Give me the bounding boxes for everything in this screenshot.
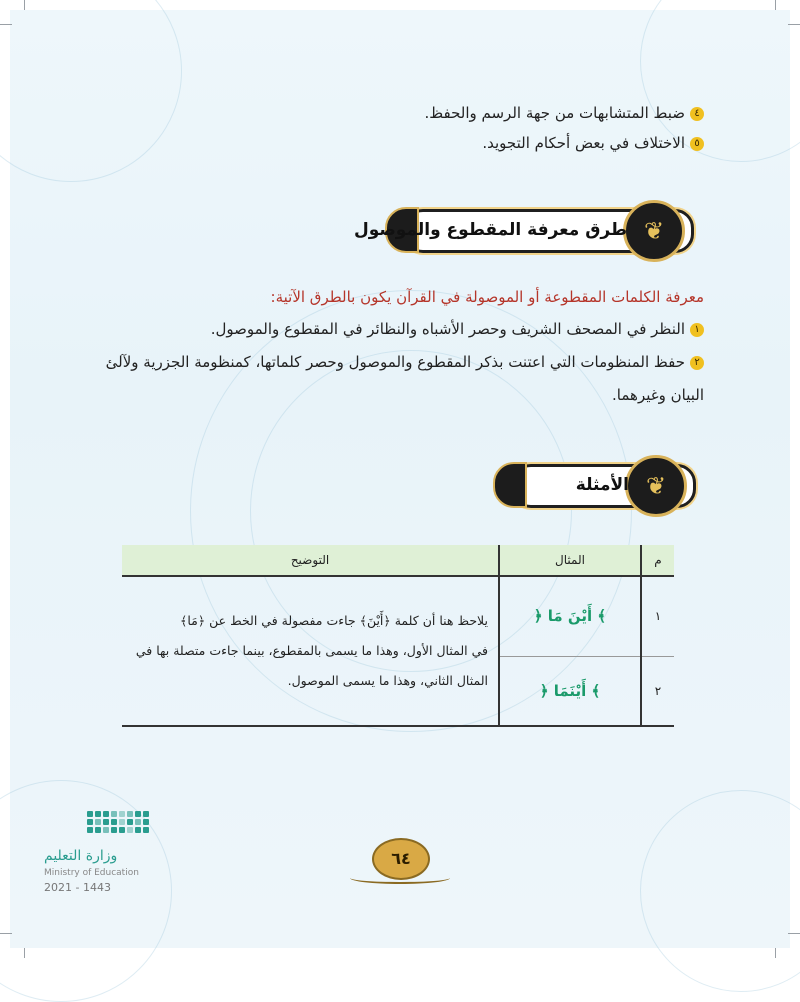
- table-row: [122, 576, 674, 656]
- item-number-badge: ٢: [690, 356, 704, 370]
- header-example: المثال: [499, 545, 641, 576]
- item-number-badge: ٤: [690, 107, 704, 121]
- list-item: [482, 134, 704, 152]
- header-explanation: التوضيح: [122, 545, 499, 576]
- quran-word: ﴿ أَيْنَ مَا ﴾: [533, 607, 607, 626]
- ministry-logo: [86, 810, 186, 834]
- grape-vine-icon: ❦: [625, 455, 687, 517]
- section-title: الأمثلة: [575, 475, 629, 495]
- examples-table: [122, 545, 674, 727]
- list-item-text: الاختلاف في بعض أحكام التجويد.: [482, 134, 685, 152]
- item-number-badge: ٥: [690, 137, 704, 151]
- section-banner: [353, 209, 694, 253]
- list-item: [106, 353, 704, 371]
- section-title: طرق معرفة المقطوع والموصول: [353, 220, 627, 240]
- page-number: ٦٤: [372, 838, 430, 880]
- explanation-line: يلاحظ هنا أن كلمة ﴿أَيْنَ﴾ جاءت مفصولة في الخط عن ﴿مَا﴾: [180, 613, 488, 628]
- list-item-continuation: [612, 386, 704, 404]
- list-item-text: حفظ المنظومات التي اعتنت بذكر المقطوع والموصول وحصر كلماتها، كمنظومة الجزرية ولآلئ: [105, 353, 685, 371]
- example-cell: [499, 656, 641, 726]
- section-intro: معرفة الكلمات المقطوعة أو الموصولة في القرآن يكون بالطرق الآتية:: [270, 288, 704, 306]
- ministry-logo-mark: [86, 810, 186, 834]
- item-number-badge: ١: [690, 323, 704, 337]
- list-item-text: النظر في المصحف الشريف وحصر الأشباه والنظائر في المقطوع والموصول.: [210, 320, 685, 338]
- list-item: [211, 320, 704, 338]
- section-banner: [512, 464, 696, 508]
- ministry-name-ar: وزارة التعليم: [44, 848, 118, 864]
- header-index: م: [641, 545, 674, 576]
- list-item-text: ضبط المتشابهات من جهة الرسم والحفظ.: [424, 104, 685, 122]
- banner-tail: [493, 462, 527, 508]
- list-item: [424, 104, 704, 122]
- explanation-cell: [122, 576, 499, 726]
- list-item-text: البيان وغيرهما.: [612, 386, 704, 404]
- edition-year: 2021 - 1443: [44, 881, 111, 894]
- table-header-row: [122, 545, 674, 576]
- index-cell: ١: [641, 576, 674, 656]
- quran-word: ﴿ أَيْنَمَا ﴾: [539, 681, 601, 700]
- page-ornament: [350, 872, 450, 884]
- example-cell: [499, 576, 641, 656]
- index-cell: ٢: [641, 656, 674, 726]
- ministry-name-en: Ministry of Education: [44, 868, 139, 878]
- grape-vine-icon: ❦: [623, 200, 685, 262]
- explanation-line: المثال الثاني، وهذا ما يسمى الموصول.: [287, 673, 488, 688]
- explanation-line: في المثال الأول، وهذا ما يسمى بالمقطوع، بينما جاءت متصلة بها في: [135, 643, 488, 658]
